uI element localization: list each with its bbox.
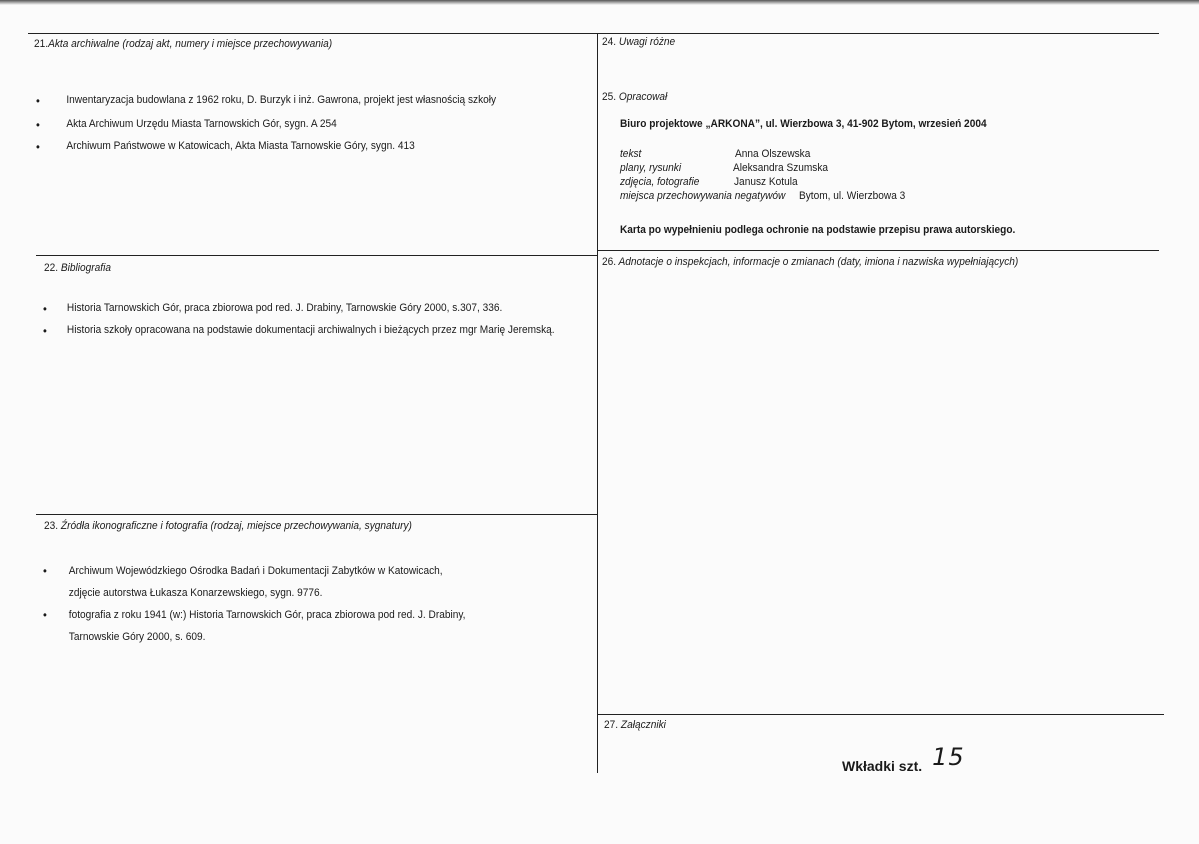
top-border-line — [28, 33, 1159, 34]
credit-role: plany, rysunki — [620, 162, 682, 174]
section-27-number: 27. — [604, 719, 619, 731]
inserts-label: Wkładki szt. — [842, 758, 923, 774]
center-divider — [597, 33, 598, 773]
list-item — [43, 560, 465, 604]
credit-name: Bytom, ul. Wierzbowa 3 — [799, 190, 906, 202]
inserts-count — [842, 743, 965, 777]
list-item: • Historia szkoły opracowana na podstawie dokumentacji archiwalnych i bieżących przez mgr Marię Jeremską. — [43, 324, 555, 336]
credit-role: miejsca przechowywania negatywów — [620, 190, 786, 202]
section-25-label: Opracował — [618, 91, 668, 103]
list-item-line: zdjęcie autorstwa Łukasza Konarzewskiego, sygn. 9776. — [68, 587, 323, 599]
section-22-number: 22. — [44, 262, 59, 274]
list-item-line: fotografia z roku 1941 (w:) Historia Tarnowskich Gór, praca zbiorowa pod red. J. Drabiny, — [68, 609, 466, 621]
section-23-title — [44, 520, 412, 532]
credit-role: zdjęcia, fotografie — [620, 176, 700, 188]
credit-name: Aleksandra Szumska — [733, 162, 829, 174]
bureau-line: Biuro projektowe „ARKONA”, ul. Wierzbowa 3, 41-902 Bytom, wrzesień 2004 — [620, 118, 987, 130]
section-25-title — [602, 91, 667, 103]
list-item: • Archiwum Państwowe w Katowicach, Akta Miasta Tarnowskie Góry, sygn. 413 — [36, 140, 496, 152]
section-21-title — [34, 38, 332, 50]
section-26-title — [602, 256, 1018, 268]
divider-21-22 — [36, 255, 597, 256]
section-27-title — [604, 719, 666, 731]
divider-25-26 — [597, 250, 1159, 251]
section-26-number: 26. — [602, 256, 617, 268]
list-item-line: Archiwum Wojewódzkiego Ośrodka Badań i Dokumentacji Zabytków w Katowicach, — [68, 565, 443, 577]
section-23-label: Źródła ikonograficzne i fotografia (rodzaj, miejsce przechowywania, sygnatury) — [60, 520, 412, 532]
section-24-number: 24. — [602, 36, 617, 48]
list-item-line: Tarnowskie Góry 2000, s. 609. — [68, 631, 206, 643]
credit-name: Janusz Kotula — [734, 176, 798, 188]
inserts-handwritten-value: 15 — [932, 743, 965, 771]
section-23-number: 23. — [44, 520, 59, 532]
divider-22-23 — [36, 514, 597, 515]
list-item: • Historia Tarnowskich Gór, praca zbiorowa pod red. J. Drabiny, Tarnowskie Góry 2000, s.307, 336. — [43, 302, 555, 324]
section-22-title — [44, 262, 111, 274]
section-21-number: 21. — [34, 38, 49, 50]
section-22-label: Bibliografia — [60, 262, 111, 274]
scan-edge-shadow — [0, 0, 1199, 5]
section-26-label: Adnotacje o inspekcjach, informacje o zmianach (daty, imiona i nazwiska wypełniających) — [618, 256, 1019, 268]
divider-26-27 — [597, 714, 1164, 715]
section-27-label: Załączniki — [620, 719, 666, 731]
list-item: • Akta Archiwum Urzędu Miasta Tarnowskich Gór, sygn. A 254 — [36, 118, 496, 140]
credit-name: Anna Olszewska — [735, 148, 811, 160]
section-25-number: 25. — [602, 91, 617, 103]
section-21-list — [36, 94, 496, 152]
list-item — [43, 604, 465, 648]
section-24-label: Uwagi różne — [618, 36, 676, 48]
list-item: • Inwentaryzacja budowlana z 1962 roku, D. Burzyk i inż. Gawrona, projekt jest własnością szkoły — [36, 94, 496, 118]
section-24-title — [602, 36, 675, 48]
section-21-label: Akta archiwalne (rodzaj akt, numery i miejsce przechowywania) — [48, 38, 333, 50]
credit-role: tekst — [620, 148, 642, 160]
section-22-list — [43, 302, 555, 336]
copyright-note: Karta po wypełnieniu podlega ochronie na podstawie przepisu prawa autorskiego. — [620, 224, 1016, 236]
section-23-list — [43, 563, 465, 651]
